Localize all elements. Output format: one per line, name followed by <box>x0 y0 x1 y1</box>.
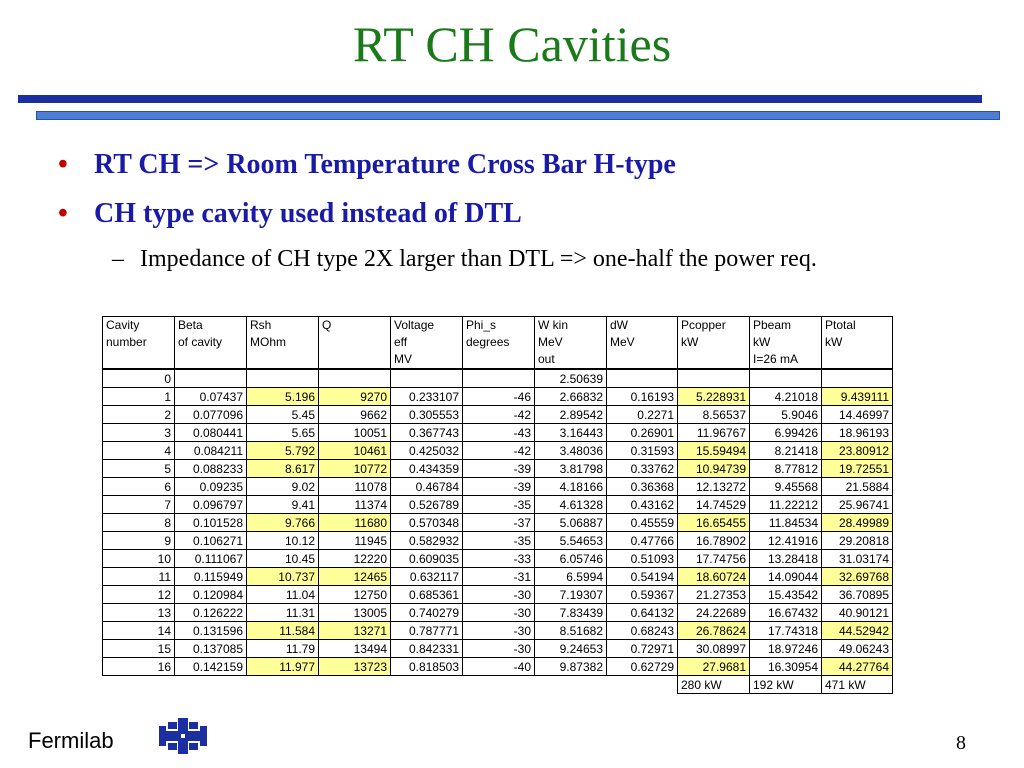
table-cell: 0.36368 <box>607 478 678 496</box>
table-cell: 9270 <box>319 388 391 406</box>
header-line: Phi_s <box>466 318 497 332</box>
table-cell: 0.07437 <box>175 388 247 406</box>
table-body <box>103 369 893 694</box>
table-cell: 30.08997 <box>678 640 750 658</box>
header-line <box>610 351 674 368</box>
table-cell: 40.90121 <box>822 604 893 622</box>
table-cell: -30 <box>463 586 535 604</box>
table-header-cell <box>822 317 893 370</box>
bullet-item-2 <box>58 197 522 231</box>
table-header-row <box>103 317 893 370</box>
table-cell: 14 <box>103 622 175 640</box>
table-cell: 0.106271 <box>175 532 247 550</box>
table-row <box>103 369 893 388</box>
table-cell: 0.126222 <box>175 604 247 622</box>
table-cell: 0.632117 <box>391 568 463 586</box>
table-cell: 0.26901 <box>607 424 678 442</box>
table-cell: 23.80912 <box>822 442 893 460</box>
table-cell <box>175 369 247 388</box>
header-line: Q <box>322 318 332 332</box>
table-header-cell <box>319 317 391 370</box>
table-cell: 0.120984 <box>175 586 247 604</box>
header-line <box>322 351 387 368</box>
table-cell: 17.74318 <box>750 622 822 640</box>
bullet-item-1 <box>58 148 676 182</box>
table-header-cell <box>750 317 822 370</box>
table-cell: -30 <box>463 604 535 622</box>
table-cell: 16.65455 <box>678 514 750 532</box>
table-cell: 25.96741 <box>822 496 893 514</box>
table-cell: 7.83439 <box>535 604 607 622</box>
header-line <box>322 334 387 351</box>
header-line: Pbeam <box>753 318 792 332</box>
table-cell: 0.131596 <box>175 622 247 640</box>
empty-cell <box>103 676 175 694</box>
bullet-dot-icon: • <box>58 149 68 180</box>
table-cell: 5.06887 <box>535 514 607 532</box>
table-cell: 5.45 <box>247 406 319 424</box>
table-header-cell <box>247 317 319 370</box>
header-line: Beta <box>178 318 203 332</box>
table-cell: 7.19307 <box>535 586 607 604</box>
totals-row <box>103 676 893 694</box>
table-cell: -39 <box>463 478 535 496</box>
table-row <box>103 424 893 442</box>
table-cell: 16.78902 <box>678 532 750 550</box>
footer-logo-text: Fermilab <box>28 728 114 753</box>
header-line: kW <box>825 335 843 349</box>
table-cell: 10461 <box>319 442 391 460</box>
table-cell: 9 <box>103 532 175 550</box>
table-cell <box>319 369 391 388</box>
table-cell: 0.305553 <box>391 406 463 424</box>
table-cell: 0.084211 <box>175 442 247 460</box>
table-header-cell <box>607 317 678 370</box>
table-cell: 0 <box>103 369 175 388</box>
cavity-table <box>102 316 893 694</box>
table-cell: 0.787771 <box>391 622 463 640</box>
header-line: MV <box>394 352 412 366</box>
table-header-cell <box>103 317 175 370</box>
table-cell: 0.077096 <box>175 406 247 424</box>
table-cell: 12 <box>103 586 175 604</box>
table-cell: -30 <box>463 640 535 658</box>
table-header-cell <box>535 317 607 370</box>
table-cell: 0.425032 <box>391 442 463 460</box>
page-number: 8 <box>956 732 966 754</box>
table-cell: 2.50639 <box>535 369 607 388</box>
table-row <box>103 460 893 478</box>
table-cell: 24.22689 <box>678 604 750 622</box>
table-cell: 14.09044 <box>750 568 822 586</box>
table-cell: 0.33762 <box>607 460 678 478</box>
table-cell <box>463 369 535 388</box>
total-pbeam: 192 kW <box>750 676 822 694</box>
table-cell: 3 <box>103 424 175 442</box>
table-cell: 21.27353 <box>678 586 750 604</box>
empty-cell <box>391 676 463 694</box>
table-cell: 10 <box>103 550 175 568</box>
table-cell: -42 <box>463 442 535 460</box>
table-cell: 12750 <box>319 586 391 604</box>
table-cell: 36.70895 <box>822 586 893 604</box>
header-line: MOhm <box>250 335 286 349</box>
empty-cell <box>607 676 678 694</box>
table-cell: 28.49989 <box>822 514 893 532</box>
table-header-cell <box>391 317 463 370</box>
empty-cell <box>319 676 391 694</box>
table-cell: 44.52942 <box>822 622 893 640</box>
table-row <box>103 478 893 496</box>
table-cell: 10772 <box>319 460 391 478</box>
table-cell: 11.22212 <box>750 496 822 514</box>
table-cell: 5.65 <box>247 424 319 442</box>
table-cell: 0.088233 <box>175 460 247 478</box>
table-cell: 6.05746 <box>535 550 607 568</box>
header-line: Ptotal <box>825 318 856 332</box>
table-cell: 6 <box>103 478 175 496</box>
header-line: Pcopper <box>681 318 726 332</box>
header-line: of cavity <box>178 335 223 349</box>
header-line: MeV <box>610 335 635 349</box>
table-cell: 4.21018 <box>750 388 822 406</box>
table-cell: 0.59367 <box>607 586 678 604</box>
table-cell: 5.196 <box>247 388 319 406</box>
table-cell: 8.21418 <box>750 442 822 460</box>
table-cell: 21.5884 <box>822 478 893 496</box>
table-cell: 0.51093 <box>607 550 678 568</box>
table-cell: 3.16443 <box>535 424 607 442</box>
table-cell: 0.31593 <box>607 442 678 460</box>
table-cell: 0.68243 <box>607 622 678 640</box>
table-cell: 10.12 <box>247 532 319 550</box>
table-cell: 0.434359 <box>391 460 463 478</box>
table-cell: 2.89542 <box>535 406 607 424</box>
table-cell: 18.96193 <box>822 424 893 442</box>
table-cell: 0.54194 <box>607 568 678 586</box>
empty-cell <box>175 676 247 694</box>
table-cell: -43 <box>463 424 535 442</box>
header-line: W kin <box>538 318 568 332</box>
table-cell: 16 <box>103 658 175 676</box>
table-cell: 14.74529 <box>678 496 750 514</box>
table-cell: 0.16193 <box>607 388 678 406</box>
table-cell: 12.41916 <box>750 532 822 550</box>
title-divider-light <box>36 111 1000 120</box>
table-cell: 2 <box>103 406 175 424</box>
table-cell: -33 <box>463 550 535 568</box>
table-cell: 7 <box>103 496 175 514</box>
table-cell: 32.69768 <box>822 568 893 586</box>
table-cell: 11 <box>103 568 175 586</box>
header-line: out <box>538 352 555 366</box>
table-cell: 0.233107 <box>391 388 463 406</box>
table-cell: 0.72971 <box>607 640 678 658</box>
header-line: Voltage <box>394 318 435 332</box>
table-cell: 8.56537 <box>678 406 750 424</box>
table-cell: 16.67432 <box>750 604 822 622</box>
table-cell: 19.72551 <box>822 460 893 478</box>
header-line <box>106 351 171 368</box>
table-cell: 2.66832 <box>535 388 607 406</box>
table-row <box>103 586 893 604</box>
table-cell: 0.367743 <box>391 424 463 442</box>
sub-bullet-text: Impedance of CH type 2X larger than DTL => one-half the power req. <box>140 246 817 272</box>
table-header-cell <box>463 317 535 370</box>
table-cell: 9.45568 <box>750 478 822 496</box>
total-ptotal: 471 kW <box>822 676 893 694</box>
table-cell: 13723 <box>319 658 391 676</box>
table-cell: 11.584 <box>247 622 319 640</box>
table-cell: 0.740279 <box>391 604 463 622</box>
header-line: kW <box>753 335 771 349</box>
table-cell: 4.61328 <box>535 496 607 514</box>
table-cell: 0.080441 <box>175 424 247 442</box>
table-row <box>103 496 893 514</box>
fermilab-logo-icon <box>156 716 210 756</box>
table-cell: 5.228931 <box>678 388 750 406</box>
header-line: number <box>106 335 147 349</box>
table-cell: -42 <box>463 406 535 424</box>
table-cell: 9.766 <box>247 514 319 532</box>
table-cell: 10051 <box>319 424 391 442</box>
table-cell: 18.97246 <box>750 640 822 658</box>
table-cell <box>678 369 750 388</box>
table-cell: 0.137085 <box>175 640 247 658</box>
table-cell: 0.2271 <box>607 406 678 424</box>
header-line: Rsh <box>250 318 272 332</box>
table-cell: 15.59494 <box>678 442 750 460</box>
table-cell: 1 <box>103 388 175 406</box>
table-cell: 10.94739 <box>678 460 750 478</box>
table-cell: 18.60724 <box>678 568 750 586</box>
table-cell <box>391 369 463 388</box>
table-cell: 0.111067 <box>175 550 247 568</box>
table-cell: 14.46997 <box>822 406 893 424</box>
header-line: Cavity <box>106 318 140 332</box>
table-cell: 11945 <box>319 532 391 550</box>
table-cell: 13 <box>103 604 175 622</box>
slide-title: RT CH Cavities <box>352 16 672 72</box>
empty-cell <box>463 676 535 694</box>
table-cell: -37 <box>463 514 535 532</box>
table-cell: 5 <box>103 460 175 478</box>
table-cell: 29.20818 <box>822 532 893 550</box>
table-cell: 44.27764 <box>822 658 893 676</box>
header-line <box>250 351 315 368</box>
table-cell: 5.792 <box>247 442 319 460</box>
header-line <box>466 351 531 368</box>
bullet-dot-icon: • <box>58 198 68 229</box>
table-cell: 16.30954 <box>750 658 822 676</box>
table-cell: 11.96767 <box>678 424 750 442</box>
table-cell: 13271 <box>319 622 391 640</box>
table-cell: -30 <box>463 622 535 640</box>
table-cell: 0.142159 <box>175 658 247 676</box>
table-cell: 0.101528 <box>175 514 247 532</box>
header-line: dW <box>610 318 628 332</box>
table-cell: 12220 <box>319 550 391 568</box>
table-cell: 27.9681 <box>678 658 750 676</box>
table-cell: 12465 <box>319 568 391 586</box>
table-cell: 0.43162 <box>607 496 678 514</box>
table-cell: 3.81798 <box>535 460 607 478</box>
bullet-text-1: RT CH => Room Temperature Cross Bar H-type <box>94 149 676 180</box>
table-cell: 0.609035 <box>391 550 463 568</box>
table-cell: 0.570348 <box>391 514 463 532</box>
table-cell: 0.842331 <box>391 640 463 658</box>
table-row <box>103 640 893 658</box>
table-cell <box>607 369 678 388</box>
table-cell: 10.737 <box>247 568 319 586</box>
table-cell: 0.582932 <box>391 532 463 550</box>
header-line: degrees <box>466 335 510 349</box>
table-cell: 11.31 <box>247 604 319 622</box>
table-cell: 4.18166 <box>535 478 607 496</box>
table-cell: 5.54653 <box>535 532 607 550</box>
table-row <box>103 442 893 460</box>
table-row <box>103 658 893 676</box>
table-cell: 9.02 <box>247 478 319 496</box>
table-cell: 11374 <box>319 496 391 514</box>
header-line: MeV <box>538 335 563 349</box>
table-cell: 0.62729 <box>607 658 678 676</box>
dash-icon: – <box>112 246 124 272</box>
table-row <box>103 388 893 406</box>
table-cell: 11078 <box>319 478 391 496</box>
table-cell: 17.74756 <box>678 550 750 568</box>
table-cell <box>750 369 822 388</box>
table-cell: -35 <box>463 496 535 514</box>
table-row <box>103 406 893 424</box>
table-cell: -46 <box>463 388 535 406</box>
sub-bullet-item <box>112 244 817 274</box>
title-divider-dark <box>18 95 982 103</box>
table-header-cell <box>175 317 247 370</box>
empty-cell <box>535 676 607 694</box>
table-cell: 12.13272 <box>678 478 750 496</box>
table-row <box>103 532 893 550</box>
table-cell: 13005 <box>319 604 391 622</box>
table-row <box>103 622 893 640</box>
table-cell: 9662 <box>319 406 391 424</box>
table-cell: 9.41 <box>247 496 319 514</box>
bullet-text-2: CH type cavity used instead of DTL <box>94 198 522 229</box>
table-cell: 0.46784 <box>391 478 463 496</box>
total-pcopper: 280 kW <box>678 676 750 694</box>
table-cell: 9.24653 <box>535 640 607 658</box>
table-cell: 9.439111 <box>822 388 893 406</box>
table-cell: 0.09235 <box>175 478 247 496</box>
table-cell: 26.78624 <box>678 622 750 640</box>
empty-cell <box>247 676 319 694</box>
table-cell: 11.79 <box>247 640 319 658</box>
table-cell: 6.5994 <box>535 568 607 586</box>
table-cell: 13494 <box>319 640 391 658</box>
header-line <box>681 351 746 368</box>
table-cell: -35 <box>463 532 535 550</box>
table-row <box>103 604 893 622</box>
table-row <box>103 514 893 532</box>
table-cell: 0.818503 <box>391 658 463 676</box>
table-cell: 0.096797 <box>175 496 247 514</box>
table-cell: 11.04 <box>247 586 319 604</box>
table-cell: 11.84534 <box>750 514 822 532</box>
header-line: kW <box>681 335 699 349</box>
table-cell <box>822 369 893 388</box>
table-cell: 9.87382 <box>535 658 607 676</box>
table-cell: 5.9046 <box>750 406 822 424</box>
table-cell: 49.06243 <box>822 640 893 658</box>
table-cell: 15 <box>103 640 175 658</box>
table-cell: 10.45 <box>247 550 319 568</box>
table-cell: 8.77812 <box>750 460 822 478</box>
header-line: eff <box>394 335 408 349</box>
table-cell: 8.617 <box>247 460 319 478</box>
table-cell: 0.64132 <box>607 604 678 622</box>
table-cell <box>247 369 319 388</box>
table-cell: 3.48036 <box>535 442 607 460</box>
table-cell: 4 <box>103 442 175 460</box>
table-cell: -31 <box>463 568 535 586</box>
table-cell: 0.47766 <box>607 532 678 550</box>
table-cell: 8 <box>103 514 175 532</box>
table-cell: 31.03174 <box>822 550 893 568</box>
table-cell: 8.51682 <box>535 622 607 640</box>
table-cell: 15.43542 <box>750 586 822 604</box>
table-cell: -39 <box>463 460 535 478</box>
table-cell: 0.685361 <box>391 586 463 604</box>
table-cell: 11.977 <box>247 658 319 676</box>
table-header-cell <box>678 317 750 370</box>
header-line: I=26 mA <box>753 352 799 366</box>
header-line <box>178 351 243 368</box>
table-cell: 11680 <box>319 514 391 532</box>
table-cell: -40 <box>463 658 535 676</box>
table-cell: 0.115949 <box>175 568 247 586</box>
table-cell: 6.99426 <box>750 424 822 442</box>
table-cell: 13.28418 <box>750 550 822 568</box>
table-row <box>103 550 893 568</box>
table-cell: 0.526789 <box>391 496 463 514</box>
table-row <box>103 568 893 586</box>
header-line <box>825 351 889 368</box>
table-cell: 0.45559 <box>607 514 678 532</box>
